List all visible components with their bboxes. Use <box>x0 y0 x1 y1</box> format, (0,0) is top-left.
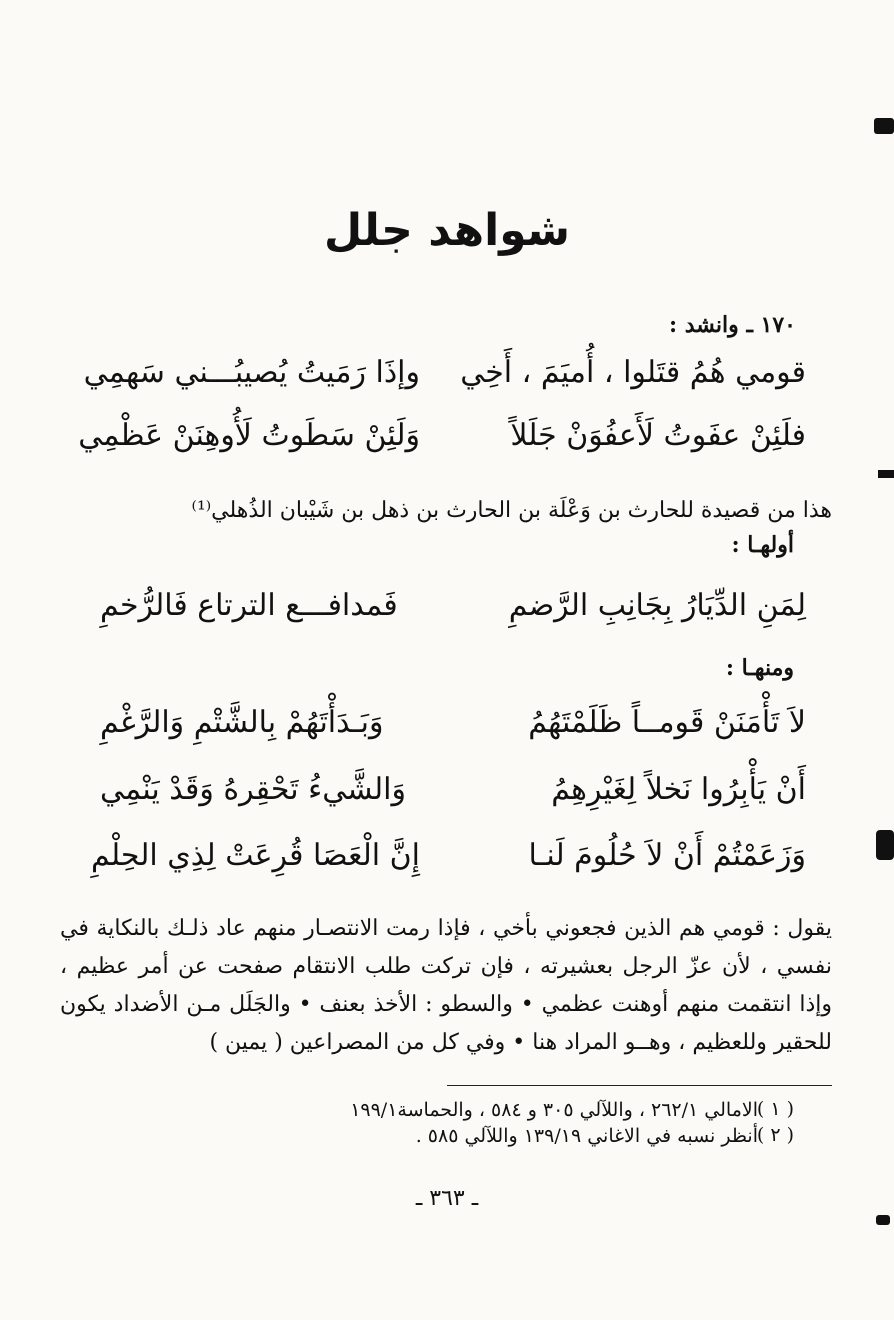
page-number: ـ ٣٦٣ ـ <box>415 1186 479 1211</box>
verse-line <box>91 838 806 898</box>
page-title: شواهد جلل <box>323 205 571 256</box>
verse-second-hemistich: وَلَئِنْ سَطَوتُ لَأُوهِنَنْ عَظْمِي <box>78 418 420 453</box>
verse-line <box>100 588 806 648</box>
scan-mark <box>876 1215 890 1225</box>
verse-first-hemistich: لاَ تَأْمَنَنْ قَومــاً ظَلَمْتَهُمُ <box>528 705 806 740</box>
verse-line <box>78 418 806 478</box>
verse-second-hemistich: وإذَا رَمَيتُ يُصيبُـــني سَهمِي <box>83 355 420 390</box>
source-note: هذا من قصيدة للحارث بن وَعْلَة بن الحارث بن ذهل بن شَيْبان الذُهلي⁽¹⁾ <box>191 498 832 523</box>
footnote-number: ( ٢ ) <box>756 1124 794 1146</box>
verse-first-hemistich: فلَئِنْ عفَوتُ لَأَعفُوَنْ جَلَلاً <box>510 418 806 453</box>
verse-first-hemistich: لِمَنِ الدِّيَارُ بِجَانِبِ الرَّضمِ <box>508 588 806 623</box>
verse-second-hemistich: وَالشَّيءُ تَحْقِرهُ وَقَدْ يَنْمِي <box>100 772 406 807</box>
verse-first-hemistich: أَنْ يَأْبِرُوا نَخلاً لِغَيْرِهِمُ <box>551 772 806 807</box>
scan-mark <box>876 830 894 860</box>
verse-second-hemistich: فَمدافـــع الترتاع فَالرُّخمِ <box>100 588 398 623</box>
verse-second-hemistich: إِنَّ الْعَصَا قُرِعَتْ لِذِي الحِلْمِ <box>91 838 420 873</box>
footnote-divider <box>447 1085 832 1086</box>
verse-second-hemistich: وَبَـدَأْتَهُمْ بِالشَّتْمِ وَالرَّغْمِ <box>100 705 384 740</box>
commentary-paragraph: يقول : قومي هم الذين فجعوني بأخي ، فإذا رمت الانتصـار منهم عاد ذلـك بالنكاية في نفسي ، لأن عزّ الرجل بعشيرته ، فإن تركت طلب الانتقام صفحت عن أمر عظيم ، وإذا انتقمت منهم أوهنت عظمي • والسطو : الأخذ بعنف • والجَلَل مـن الأضداد يكون للحقير وللعظيم ، وهــو المراد هنا • وفي كل من المصراعين ( يمين ) <box>60 916 832 1055</box>
verse-line <box>83 355 806 415</box>
footnote-text: الامالي ٢٦٢/١ ، واللآلي ٣٠٥ و ٥٨٤ ، والحماسة١٩٩/١ <box>350 1099 758 1121</box>
awwaluha-label: أولهـا : <box>731 532 794 558</box>
minha-label: ومنهـا : <box>725 655 794 681</box>
verse-line <box>100 772 806 832</box>
verse-line <box>100 705 806 765</box>
scan-mark <box>874 118 894 134</box>
verse-first-hemistich: وَزَعَمْتُمْ أَنْ لاَ حُلُومَ لَنـا <box>528 838 806 873</box>
scan-mark <box>878 470 894 478</box>
verse-first-hemistich: قومي هُمُ قتَلوا ، أُميَمَ ، أَخِي <box>460 355 806 390</box>
footnote-number: ( ١ ) <box>756 1098 794 1120</box>
intro-label: ١٧٠ ـ وانشد : <box>668 312 796 338</box>
footnote-text: أنظر نسبه في الاغاني ١٣٩/١٩ واللآلي ٥٨٥ . <box>415 1125 758 1147</box>
